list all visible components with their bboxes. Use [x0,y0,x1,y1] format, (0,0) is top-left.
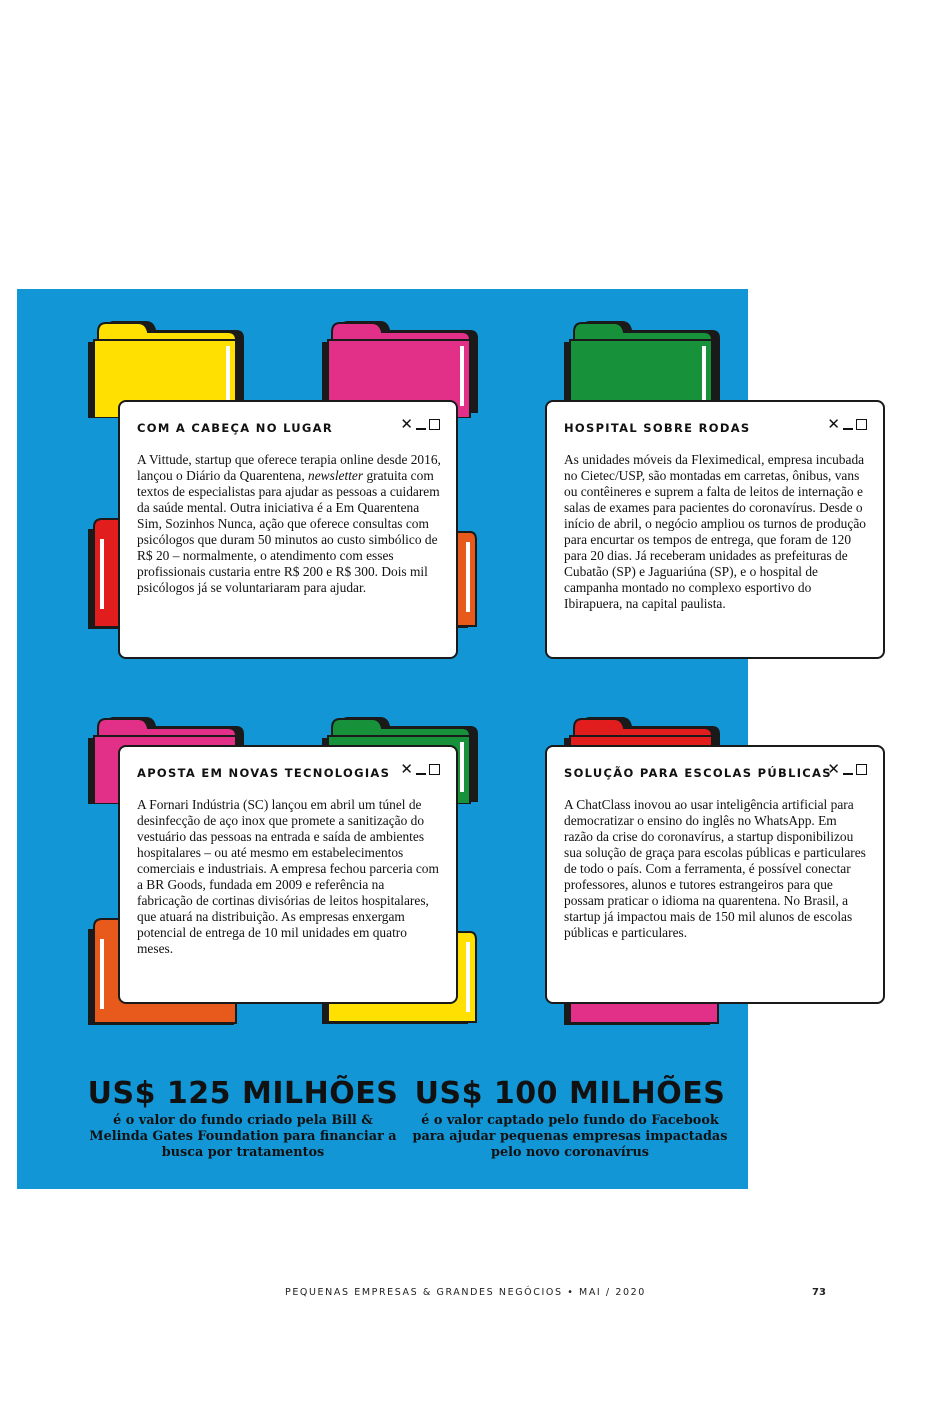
window-controls [400,762,440,777]
info-card-mental-health [118,400,458,659]
close-icon: ✕ [827,760,840,778]
minimize-icon [843,773,853,775]
card-body: A Fornari Indústria (SC) lançou em abril um túnel de desinfecção de aço inox que promete a sanitização do vestuário das pessoas na entrada e saída de ambientes hospitalares – ou até mesmo em estabelecimentos comerciais e industriais. A empresa fechou parceria com a BR Goods, fundada em 2009 e referência na fabricação de cortinas divisórias de leitos hospitalares, que atuará na distribuição. As empresas enxergam potencial de entrega de 10 mil unidades em quatro meses. [137,797,439,956]
stat-gates-foundation [85,1076,401,1161]
card-title: APOSTA EM NOVAS TECNOLOGIAS [137,766,391,780]
minimize-icon [843,428,853,430]
card-title: HOSPITAL SOBRE RODAS [564,421,751,435]
close-icon: ✕ [827,415,840,433]
maximize-icon [856,764,867,775]
window-controls [827,417,867,432]
window-controls [827,762,867,777]
card-body: A Vittude, startup que oferece terapia online desde 2016, lançou o Diário da Quarentena, newsletter gratuita com textos de especialistas para ajudar as pessoas a cuidarem da saúde mental. Outra iniciativa é a Em Quarentena Sim, Sozinhos Nunca, ação que oferece consultas com psicólogos que duram 50 minutos ao custo simbólico de R$ 20 – normalmente, o atendimento com esses profissionais custaria entre R$ 200 e R$ 300. Dois mil psicólogos já se voluntariaram para ajudar. [137,452,441,595]
info-card-public-schools [545,745,885,1004]
card-body: As unidades móveis da Fleximedical, empresa incubada no Cietec/USP, são montadas em carretas, ônibus, vans ou contêineres e suprem a falta de leitos de internação e salas de exames para pacientes do coronavírus. Desde o início de abril, o negócio ampliou os turnos de produção para encurtar os tempos de entrega, que foram de 120 para 20 dias. Já receberam unidades as prefeituras de Cubatão (SP) e Jaguariúna (SP), e o hospital de campanha montado no complexo esportivo do Ibirapuera, na capital paulista. [564,452,866,611]
stat-facebook [410,1076,730,1161]
stat-description: é o valor do fundo criado pela Bill & Melinda Gates Foundation para financiar a busca por tratamentos [89,1113,397,1160]
stat-description: é o valor captado pelo fundo do Facebook para ajudar pequenas empresas impactadas pelo novo coronavírus [412,1113,728,1160]
card-body-italic: newsletter [308,468,364,483]
card-title: COM A CABEÇA NO LUGAR [137,421,334,435]
window-controls [400,417,440,432]
close-icon: ✕ [400,760,413,778]
card-body: A ChatClass inovou ao usar inteligência artificial para democratizar o ensino do inglês no WhatsApp. Em razão da crise do coronavírus, a startup disponibilizou sua solução de graça para escolas públicas e particulares de todo o país. Com a ferramenta, é possível conectar professores, alunos e tutores estrangeiros para que possam praticar o idioma na quarentena. No Brasil, a startup já impactou mais de 150 mil alunos de escolas públicas e particulares. [564,797,866,940]
close-icon: ✕ [400,415,413,433]
maximize-icon [429,419,440,430]
maximize-icon [856,419,867,430]
info-card-mobile-hospital [545,400,885,659]
info-card-new-technologies [118,745,458,1004]
maximize-icon [429,764,440,775]
stat-value: US$ 100 MILHÕES [414,1076,726,1111]
page-number: 73 [812,1287,826,1298]
stat-value: US$ 125 MILHÕES [87,1076,399,1111]
minimize-icon [416,428,426,430]
card-title: SOLUÇÃO PARA ESCOLAS PÚBLICAS [564,766,832,780]
publication-footer: PEQUENAS EMPRESAS & GRANDES NEGÓCIOS • MAI / 2020 [285,1287,646,1298]
minimize-icon [416,773,426,775]
